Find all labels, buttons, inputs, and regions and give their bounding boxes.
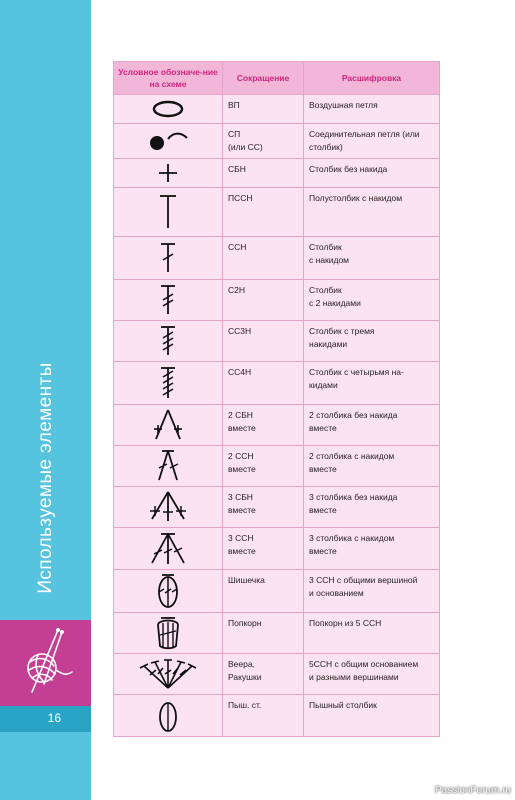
abbreviation-cell: Веера, Ракушки <box>223 654 304 695</box>
triple-treble-symbol-icon <box>156 364 180 402</box>
abbreviation-cell: СС3Н <box>223 321 304 362</box>
description-cell: 3 столбика без накида вместе <box>304 487 440 528</box>
description-cell: 3 столбика с накидом вместе <box>304 528 440 570</box>
abbreviation-cell: СС4Н <box>223 362 304 405</box>
section-title: Используемые элементы <box>35 362 56 594</box>
double-treble-symbol-icon <box>156 323 180 359</box>
treble-crochet-symbol-icon <box>156 282 180 318</box>
description-cell: Воздушная петля <box>304 95 440 124</box>
symbol-cell <box>114 280 223 321</box>
sidebar <box>0 0 91 800</box>
yarn-ball-icon <box>18 626 74 698</box>
table-row <box>114 362 440 405</box>
table-row <box>114 237 440 280</box>
symbol-cell <box>114 362 223 405</box>
double-crochet-symbol-icon <box>156 240 180 276</box>
table-row <box>114 405 440 446</box>
symbol-cell <box>114 654 223 695</box>
description-cell: Полустолбик с накидом <box>304 188 440 237</box>
description-cell: Соединительная петля (или столбик) <box>304 124 440 159</box>
abbreviation-cell: СБН <box>223 159 304 188</box>
abbreviation-cell: 2 ССН вместе <box>223 446 304 487</box>
abbreviation-cell: Шишечка <box>223 570 304 613</box>
header-symbol: Условное обозначе-ние на схеме <box>114 62 223 95</box>
table-row <box>114 188 440 237</box>
abbreviation-cell: ССН <box>223 237 304 280</box>
symbol-cell <box>114 446 223 487</box>
table-row <box>114 159 440 188</box>
table-row <box>114 124 440 159</box>
symbol-cell <box>114 528 223 570</box>
abbreviation-cell: ВП <box>223 95 304 124</box>
table-row <box>114 280 440 321</box>
description-cell: 5ССН с общим основанием и разными вершинами <box>304 654 440 695</box>
symbol-cell <box>114 188 223 237</box>
abbreviation-cell: С2Н <box>223 280 304 321</box>
description-cell: 3 ССН с общими вершиной и основанием <box>304 570 440 613</box>
table-row <box>114 570 440 613</box>
chain-stitch-symbol-icon <box>148 98 188 120</box>
table-row <box>114 695 440 737</box>
dc2tog-symbol-icon <box>153 448 183 484</box>
table-header-row <box>114 62 440 95</box>
header-abbreviation: Сокращение <box>223 62 304 95</box>
page-number: 16 <box>47 711 61 725</box>
table-row <box>114 446 440 487</box>
table-row <box>114 95 440 124</box>
symbol-cell <box>114 95 223 124</box>
single-crochet-symbol-icon <box>156 161 180 185</box>
puff-stitch-symbol-icon <box>155 698 181 734</box>
sc3tog-symbol-icon <box>146 489 190 525</box>
abbreviation-cell: 2 СБН вместе <box>223 405 304 446</box>
description-cell: Столбик с четырьмя на- кидами <box>304 362 440 405</box>
description-cell: Пышный столбик <box>304 695 440 737</box>
table-row <box>114 528 440 570</box>
table-row <box>114 487 440 528</box>
symbol-cell <box>114 487 223 528</box>
stitch-legend-table <box>113 61 440 737</box>
dc3tog-symbol-icon <box>146 531 190 567</box>
decor-block <box>0 620 91 706</box>
description-cell: 2 столбика без накида вместе <box>304 405 440 446</box>
abbreviation-cell: Попкорн <box>223 613 304 654</box>
table-row <box>114 654 440 695</box>
half-double-crochet-symbol-icon <box>156 192 180 232</box>
table-row <box>114 613 440 654</box>
popcorn-symbol-icon <box>152 615 184 651</box>
description-cell: Попкорн из 5 ССН <box>304 613 440 654</box>
description-cell: Столбик с 2 накидами <box>304 280 440 321</box>
bobble-symbol-icon <box>153 572 183 610</box>
shell-fan-symbol-icon <box>138 657 198 691</box>
symbol-cell <box>114 321 223 362</box>
symbol-cell <box>114 159 223 188</box>
sc2tog-symbol-icon <box>151 407 185 443</box>
symbol-cell <box>114 237 223 280</box>
abbreviation-cell: ПССН <box>223 188 304 237</box>
header-description: Расшифровка <box>304 62 440 95</box>
description-cell: 2 столбика с накидом вместе <box>304 446 440 487</box>
symbol-cell <box>114 405 223 446</box>
abbreviation-cell: 3 ССН вместе <box>223 528 304 570</box>
slip-stitch-symbol-icon <box>145 128 191 154</box>
symbol-cell <box>114 695 223 737</box>
description-cell: Столбик с накидом <box>304 237 440 280</box>
page-number-strip <box>0 706 91 732</box>
table-row <box>114 321 440 362</box>
symbol-cell <box>114 613 223 654</box>
symbol-cell <box>114 570 223 613</box>
abbreviation-cell: Пыш. ст. <box>223 695 304 737</box>
symbol-cell <box>114 124 223 159</box>
description-cell: Столбик с тремя накидами <box>304 321 440 362</box>
description-cell: Столбик без накида <box>304 159 440 188</box>
abbreviation-cell: СП (или СС) <box>223 124 304 159</box>
abbreviation-cell: 3 СБН вместе <box>223 487 304 528</box>
watermark: PassionForum.ru <box>434 785 511 796</box>
